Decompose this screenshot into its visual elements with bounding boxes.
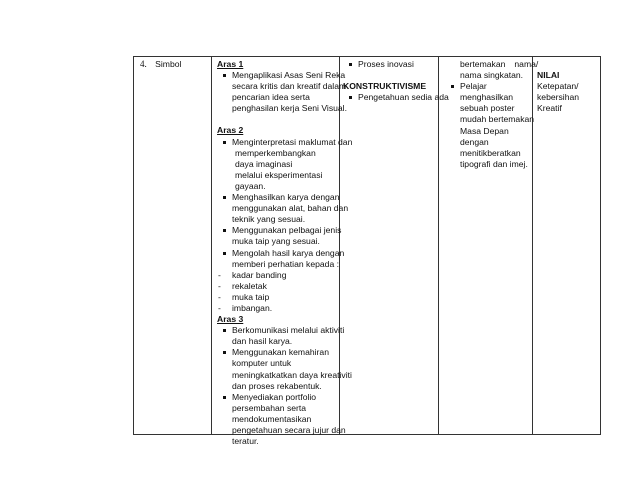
text-line: Mengolah hasil karya dengan — [232, 247, 345, 258]
text-line: melalui eksperimentasi — [235, 169, 323, 180]
values-cell — [537, 70, 599, 114]
aras2-heading: Aras 2 — [217, 125, 244, 136]
text-line: Pelajar — [460, 81, 487, 92]
learning-levels-cell — [217, 59, 353, 447]
text-line: gayaan. — [235, 180, 266, 191]
text-line: tipografi dan imej. — [460, 158, 528, 169]
text-line: menitikberatkan — [460, 147, 521, 158]
text-line: Menggunakan pelbagai jenis — [232, 225, 342, 236]
text-line: Menyediakan portfolio — [232, 391, 317, 402]
text-line: mudah bertemakan — [460, 114, 535, 125]
bullet-square-icon — [223, 74, 226, 77]
text-line: dan proses rekabentuk. — [232, 380, 322, 391]
bullet-square-icon — [223, 329, 226, 332]
bullet-square-icon — [223, 196, 226, 199]
aras3-bullet-3 — [217, 391, 346, 447]
text-line — [445, 59, 539, 70]
text-line: menghasilkan — [460, 92, 514, 103]
text-line: komputer untuk — [232, 358, 292, 369]
text-line: secara kritis dan kreatif dalam — [232, 81, 347, 92]
approach-heading: KONSTRUKTIVISME — [343, 81, 427, 92]
table-right-border — [600, 56, 601, 435]
text-line: Berkomunikasi melalui aktiviti — [232, 325, 345, 336]
aras2-bullet-3 — [217, 225, 342, 247]
dash-marker: - — [218, 269, 221, 280]
text-line: teratur. — [232, 436, 259, 447]
bullet-square-icon — [349, 63, 352, 66]
aras1-heading: Aras 1 — [217, 59, 244, 69]
aras1-bullet-1 — [217, 70, 347, 114]
table-left-border — [133, 56, 134, 435]
column-divider-3 — [438, 56, 439, 435]
approach-cell — [343, 59, 449, 103]
aras2-dash-list — [217, 270, 337, 314]
aras2-bullet-4 — [217, 247, 345, 270]
text-line: dengan — [460, 136, 489, 147]
bullet-square-icon — [223, 351, 226, 354]
dash-marker: - — [218, 280, 221, 291]
row-number: 4. — [140, 59, 147, 69]
text-line: Proses inovasi — [358, 59, 414, 69]
text-line: pencarian idea serta — [232, 92, 310, 103]
text-word: nama/ — [514, 59, 539, 69]
text-line: imbangan. — [232, 302, 273, 313]
text-line: muka taip — [232, 291, 270, 302]
aras3-bullet-1 — [217, 325, 345, 347]
text-line: nama singkatan. — [460, 70, 524, 81]
column-divider-1 — [211, 56, 212, 435]
table-top-border — [133, 56, 601, 57]
text-line: rekaletak — [232, 280, 267, 291]
text-line: Pengetahuan sedia ada — [358, 92, 449, 103]
text-line: persembahan serta — [232, 402, 307, 413]
text-line: pengetahuan secara jujur dan — [232, 425, 346, 435]
bullet-square-icon — [223, 141, 226, 144]
text-line: Menghasilkan karya dengan — [232, 192, 340, 203]
text-line: kadar banding — [232, 269, 287, 280]
row-topic: Simbol — [155, 59, 182, 69]
row-number-cell — [140, 59, 181, 70]
spacer — [217, 114, 337, 125]
text-line: kebersihan — [537, 92, 580, 103]
text-word: bertemakan — [460, 59, 506, 69]
text-line: menggunakan alat, bahan dan — [232, 203, 349, 214]
bullet-square-icon — [451, 85, 454, 88]
text-line: penghasilan kerja Seni Visual. — [232, 103, 347, 114]
table-bottom-border — [133, 434, 601, 435]
bullet-square-icon — [349, 96, 352, 99]
text-line: Masa Depan — [460, 125, 509, 136]
bullet-square-icon — [223, 396, 226, 399]
text-line: memperkembangkan — [235, 147, 316, 158]
text-line: Menggunakan kemahiran — [232, 347, 329, 358]
values-heading: NILAI — [537, 70, 560, 80]
dash-marker: - — [218, 302, 221, 313]
text-line: meningkatkatkan daya kreativiti — [232, 369, 352, 380]
text-line: Kreatif — [537, 103, 562, 114]
text-line: Mengaplikasi Asas Seni Reka — [232, 70, 346, 81]
text-line: Menginterpretasi maklumat dan — [232, 136, 353, 147]
activity-cell — [445, 59, 539, 170]
text-line: sebuah poster — [460, 103, 515, 114]
bullet-square-icon — [223, 252, 226, 255]
text-line: memberi perhatian kepada : — [232, 258, 340, 269]
dash-marker: - — [218, 291, 221, 302]
text-line: mendokumentasikan — [232, 413, 312, 424]
bullet-square-icon — [223, 229, 226, 232]
aras3-bullet-2 — [217, 347, 352, 391]
aras2-bullet-2 — [217, 192, 349, 225]
text-line: teknik yang sesuai. — [232, 214, 306, 225]
text-line: dan hasil karya. — [232, 336, 293, 347]
spacer — [343, 70, 437, 81]
aras3-heading: Aras 3 — [217, 314, 244, 325]
column-divider-4 — [532, 56, 533, 435]
text-line: Ketepatan/ — [537, 81, 579, 92]
text-line: daya imaginasi — [235, 158, 293, 169]
text-line: muka taip yang sesuai. — [232, 236, 320, 247]
aras2-bullet-1 — [217, 136, 353, 192]
